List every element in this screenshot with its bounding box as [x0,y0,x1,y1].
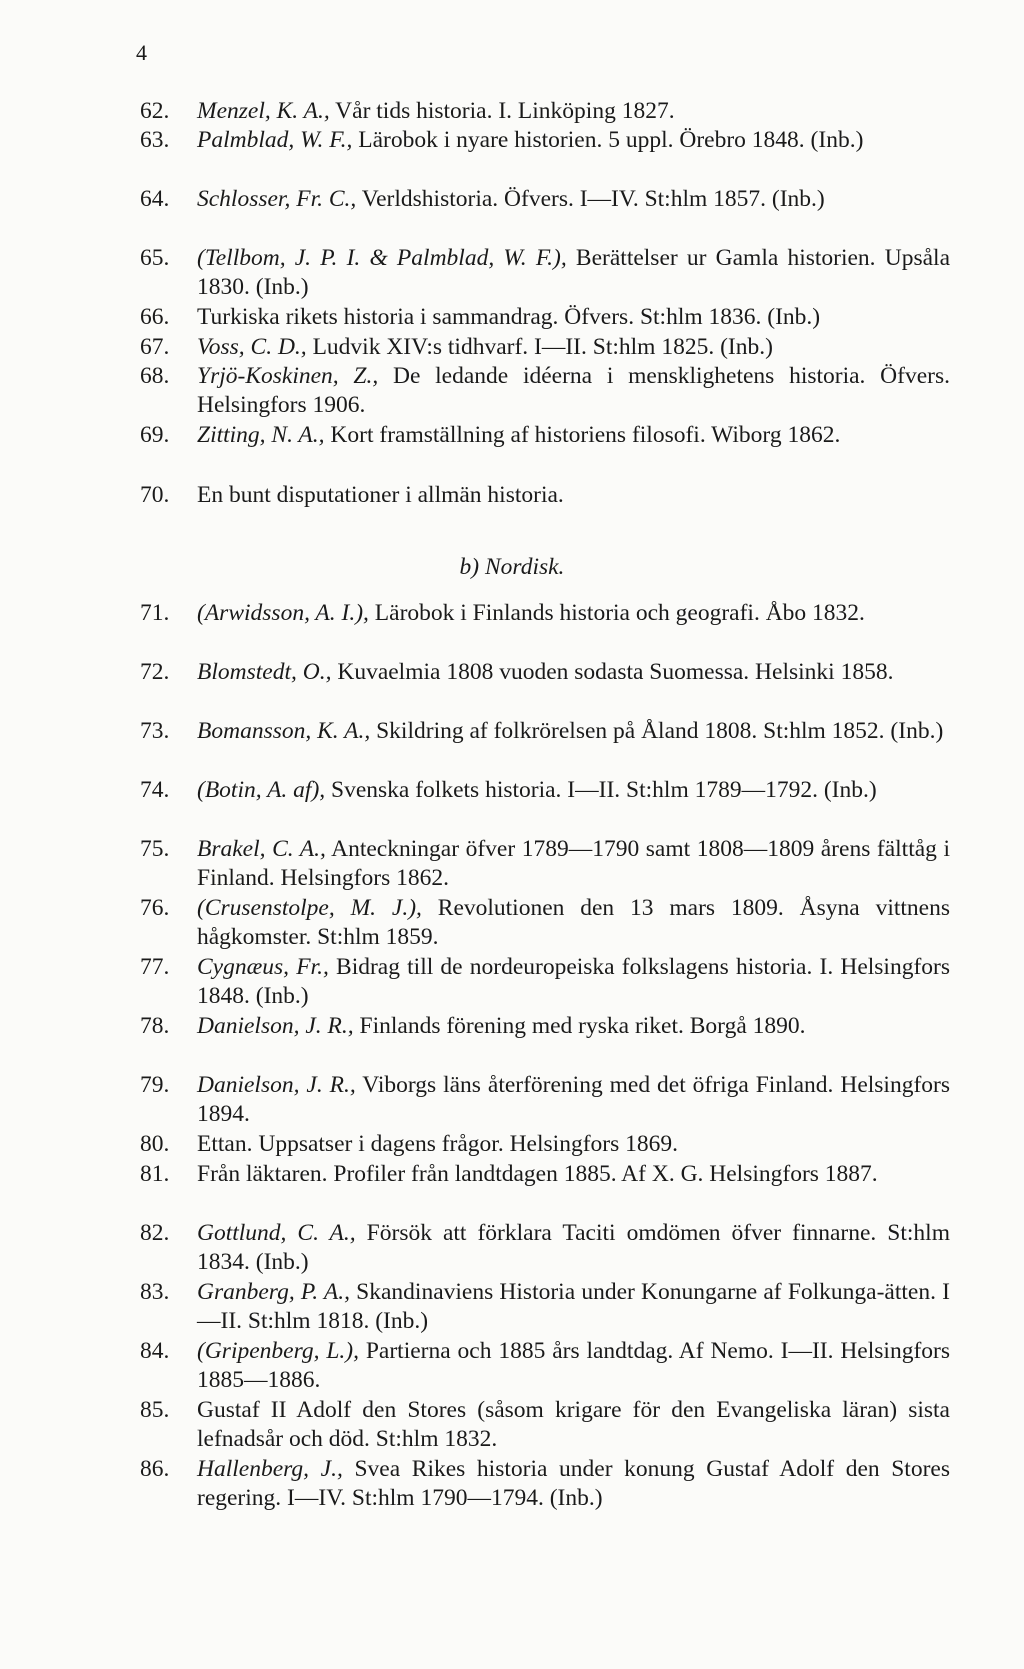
entry-number: 79. [140,1072,170,1098]
entry-text: Gustaf II Adolf den Stores (såsom krigare för den Evangeliska läran) sista lefnadsår och död. St:hlm 1832. [197,1397,950,1453]
entry-author: Granberg, P. A., [197,1279,350,1305]
entry-author: (Crusenstolpe, M. J.), [197,895,422,921]
entry-number: 63. [140,127,170,153]
entry-text: Kort framställning af historiens filosofi. Wiborg 1862. [324,422,841,448]
entry-number: 72. [140,659,170,685]
bibliography-entry [140,1012,950,1041]
entry-text: Försök att förklara Taciti omdömen öfver finnarne. St:hlm 1834. (Inb.) [197,1220,950,1276]
entry-text: Lärobok i Finlands historia och geografi. Åbo 1832. [368,600,865,626]
entry-number: 77. [140,954,170,980]
entry-author: Menzel, K. A., [197,98,330,124]
entry-author: (Tellbom, J. P. I. & Palmblad, W. F.), [197,245,567,271]
entry-number: 64. [140,186,170,212]
bibliography-entry [140,185,950,214]
entry-text: Finlands förening med ryska riket. Borgå 1890. [353,1013,806,1039]
entry-text: Ettan. Uppsatser i dagens frågor. Helsingfors 1869. [197,1131,678,1157]
entry-author: Schlosser, Fr. C., [197,186,357,212]
entry-number: 74. [140,777,170,803]
entry-number: 66. [140,304,170,330]
entry-number: 82. [140,1220,170,1246]
bibliography-entry [140,303,950,332]
entry-number: 75. [140,836,170,862]
section-heading-label: b) Nordisk. [459,554,565,580]
entry-number: 84. [140,1338,170,1364]
entry-text: Bidrag till de nordeuropeiska folkslagens historia. I. Helsingfors 1848. (Inb.) [197,954,950,1010]
bibliography-entry [140,362,950,421]
entry-author: (Gripenberg, L.), [197,1338,359,1364]
bibliography-entry [140,1278,950,1337]
page-number: 4 [136,40,147,65]
entry-number: 65. [140,245,170,271]
entry-number: 70. [140,482,170,508]
entry-author: Yrjö-Koskinen, Z., [197,363,379,389]
bibliography-entry [140,1160,950,1189]
entry-number: 71. [140,600,170,626]
entry-author: Palmblad, W. F., [197,127,353,153]
bibliography-entry [140,1219,950,1278]
bibliography-entry [140,1396,950,1455]
entry-text: Svea Rikes historia under konung Gustaf Adolf den Stores regering. I—IV. St:hlm 1790—1794. (Inb.) [197,1456,950,1512]
bibliography-entry [140,97,950,126]
entry-number: 80. [140,1131,170,1157]
entry-text: Berättelser ur Gamla historien. Upsåla 1830. (Inb.) [197,245,950,301]
entry-text: Partierna och 1885 års landtdag. Af Nemo. I—II. Helsingfors 1885—1886. [197,1338,950,1394]
entry-text: Verldshistoria. Öfvers. I—IV. St:hlm 1857. (Inb.) [356,186,825,212]
entry-text: Turkiska rikets historia i sammandrag. Öfvers. St:hlm 1836. (Inb.) [197,304,821,330]
entry-text: Revolutionen den 13 mars 1809. Åsyna vittnens hågkomster. St:hlm 1859. [197,895,950,951]
entry-text: Skildring af folkrörelsen på Åland 1808. St:hlm 1852. (Inb.) [370,718,944,744]
bibliography-entry [140,835,950,894]
entry-number: 67. [140,334,170,360]
entry-text: Kuvaelmia 1808 vuoden sodasta Suomessa. Helsinki 1858. [331,659,894,685]
entry-text: Svenska folkets historia. I—II. St:hlm 1789—1792. (Inb.) [325,777,877,803]
entry-text: Ludvik XIV:s tidhvarf. I—II. St:hlm 1825. (Inb.) [306,334,773,360]
entry-author: Bomansson, K. A., [197,718,371,744]
entry-author: Zitting, N. A., [197,422,325,448]
entry-text: Skandinaviens Historia under Konungarne af Folkunga-ätten. I—II. St:hlm 1818. (Inb.) [197,1279,950,1335]
entry-number: 85. [140,1397,170,1423]
bibliography-entry [140,1130,950,1159]
bibliography-entry [140,126,950,155]
entry-number: 68. [140,363,170,389]
bibliography-entry [140,717,950,746]
bibliography-entry [140,1071,950,1130]
entry-text: Lärobok i nyare historien. 5 uppl. Örebro 1848. (Inb.) [352,127,864,153]
entry-number: 69. [140,422,170,448]
bibliography-entry [140,658,950,687]
entry-number: 76. [140,895,170,921]
entry-number: 81. [140,1161,170,1187]
bibliography-entry [140,1455,950,1514]
bibliography-entry [140,421,950,450]
entry-author: (Botin, A. af), [197,777,326,803]
entry-author: Blomstedt, O., [197,659,332,685]
entry-author: Gottlund, C. A., [197,1220,356,1246]
entry-text: En bunt disputationer i allmän historia. [197,482,564,508]
bibliography-entry [140,481,950,510]
entry-author: Brakel, C. A., [197,836,326,862]
entry-number: 86. [140,1456,170,1482]
bibliography-entry [140,776,950,805]
section-heading [0,553,1024,582]
entry-author: (Arwidsson, A. I.), [197,600,369,626]
entry-number: 73. [140,718,170,744]
entry-text: De ledande idéerna i mensklighetens historia. Öfvers. Helsingfors 1906. [197,363,951,419]
entry-text: Vår tids historia. I. Linköping 1827. [329,98,675,124]
entry-number: 83. [140,1279,170,1305]
entry-author: Voss, C. D., [197,334,307,360]
entry-author: Danielson, J. R., [197,1072,356,1098]
entry-author: Hallenberg, J., [197,1456,343,1482]
bibliography-entry [140,894,950,953]
entry-author: Danielson, J. R., [197,1013,354,1039]
bibliography-entry [140,953,950,1012]
entry-text: Från läktaren. Profiler från landtdagen 1885. Af X. G. Helsingfors 1887. [197,1161,878,1187]
entry-author: Cygnæus, Fr., [197,954,329,980]
entry-number: 78. [140,1013,170,1039]
entry-number: 62. [140,98,170,124]
bibliography-entry [140,244,950,303]
bibliography-entry [140,333,950,362]
entry-text: Viborgs läns återförening med det öfriga Finland. Helsingfors 1894. [197,1072,950,1128]
entry-text: Anteckningar öfver 1789—1790 samt 1808—1809 årens fälttåg i Finland. Helsingfors 1862. [197,836,950,892]
bibliography-entry [140,599,950,628]
bibliography-entry [140,1337,950,1396]
